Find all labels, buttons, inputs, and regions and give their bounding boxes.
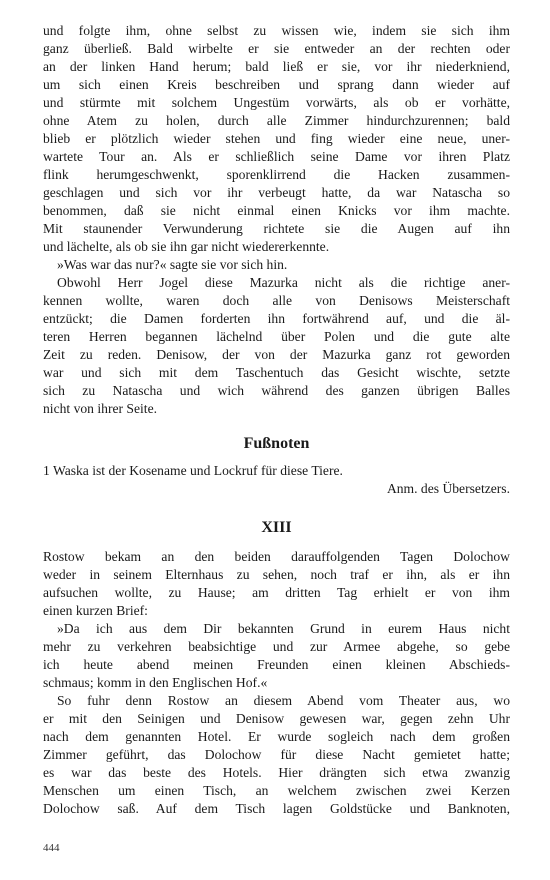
text-line: um sich einen Kreis beschreiben und sprang dann wieder auf (43, 77, 510, 92)
text-line: Menschen um einen Tisch, an welchem zwischen zwei Kerzen (43, 783, 510, 798)
text-line: »Da ich aus dem Dir bekannten Grund in eurem Haus nicht (57, 621, 510, 636)
book-page (43, 22, 510, 818)
text-line: So fuhr denn Rostow an diesem Abend vom Theater aus, wo (57, 693, 510, 708)
text-line: flink herumgeschwenkt, sporenklirrend die Hacken zusammen- (43, 167, 510, 182)
paragraph (43, 692, 510, 818)
footnote (43, 462, 510, 498)
text-line: entzückt; die Damen forderten ihn fortwährend auf, und die äl- (43, 311, 510, 326)
text-line: es war das beste des Hotels. Hier drängten sich etwa zwanzig (43, 765, 510, 780)
text-line: er mit den Seinigen und Denisow gewesen war, gegen zehn Uhr (43, 711, 510, 726)
text-line: nicht von ihrer Seite. (43, 401, 158, 416)
text-line: war und sich mit dem Taschentuch das Gesicht wischte, setzte (43, 365, 510, 380)
paragraph (43, 620, 510, 692)
text-line: benommen, daß sie nicht einmal einen Knicks vor ihm machte. (43, 203, 510, 218)
text-line: teren Herren begannen lächelnd über Polen und die gute alte (43, 329, 510, 344)
text-line: blieb er plötzlich wieder stehen und fing wieder eine neue, uner- (43, 131, 510, 146)
page-number: 444 (43, 842, 60, 854)
text-line: und stürmte mit solchem Ungestüm vorwärts, als ob er vorhätte, (43, 95, 510, 110)
paragraph (43, 256, 510, 274)
text-line: nach dem genannten Hotel. Er wurde sogleich nach dem großen (43, 729, 510, 744)
text-line: einen kurzen Brief: (43, 603, 148, 618)
text-line: ohne Atem zu holen, durch alle Zimmer hindurchzurennen; bald (43, 113, 510, 128)
text-line: Mit staunender Verwunderung richtete sie die Augen auf ihn (43, 221, 510, 236)
text-line: mehr zu verkehren beabsichtige und zur Armee abgehe, so gebe (43, 639, 510, 654)
text-line: wartete Tour an. Als er schließlich seine Dame vor ihren Platz (43, 149, 510, 164)
footnotes-heading: Fußnoten (243, 435, 310, 452)
text-line: Obwohl Herr Jogel diese Mazurka nicht als die richtige aner- (57, 275, 510, 290)
paragraph (43, 22, 510, 256)
footnote-attribution: Anm. des Übersetzers. (386, 481, 510, 496)
text-line: Rostow bekam an den beiden darauffolgenden Tagen Dolochow (43, 549, 510, 564)
paragraph (43, 274, 510, 418)
text-line: geschlagen und sich vor ihr verbeugt hatte, da war Natascha so (43, 185, 510, 200)
text-line: und lächelte, als ob sie ihn gar nicht wiedererkennte. (43, 239, 330, 254)
text-line: Dolochow saß. Auf dem Tisch lagen Goldstücke und Banknoten, (43, 801, 510, 816)
text-line: »Was war das nur?« sagte sie vor sich hin. (57, 257, 288, 272)
text-line: schmaus; komm in den Englischen Hof.« (43, 675, 268, 690)
text-line: sich zu Natascha und wich während des ganzen übrigen Balles (43, 383, 510, 398)
chapter-heading: XIII (261, 519, 292, 536)
text-line: weder in seinem Elternhaus zu sehen, noch traf er ihn, als er ihn (43, 567, 510, 582)
footnote-text: 1 Waska ist der Kosename und Lockruf für diese Tiere. (43, 463, 343, 478)
text-line: kennen wollte, waren doch alle von Denisows Meisterschaft (43, 293, 510, 308)
text-line: Zimmer geführt, das Dolochow für diese Nacht gemietet hatte; (43, 747, 510, 762)
text-line: ich heute abend meinen Freunden einen kleinen Abschieds- (43, 657, 510, 672)
text-line: aufsuchen wollte, zu Hause; am dritten Tag erhielt er von ihm (43, 585, 510, 600)
text-line: an der linken Hand herum; bald ließ er sie, vor ihr niederkniend, (43, 59, 510, 74)
text-line: und folgte ihm, ohne selbst zu wissen wie, indem sie sich ihm (43, 23, 510, 38)
text-line: ganz überließ. Bald wirbelte er sie entweder an der rechten oder (43, 41, 510, 56)
paragraph (43, 548, 510, 620)
text-line: Zeit zu reden. Denisow, der von der Mazurka ganz rot geworden (43, 347, 510, 362)
